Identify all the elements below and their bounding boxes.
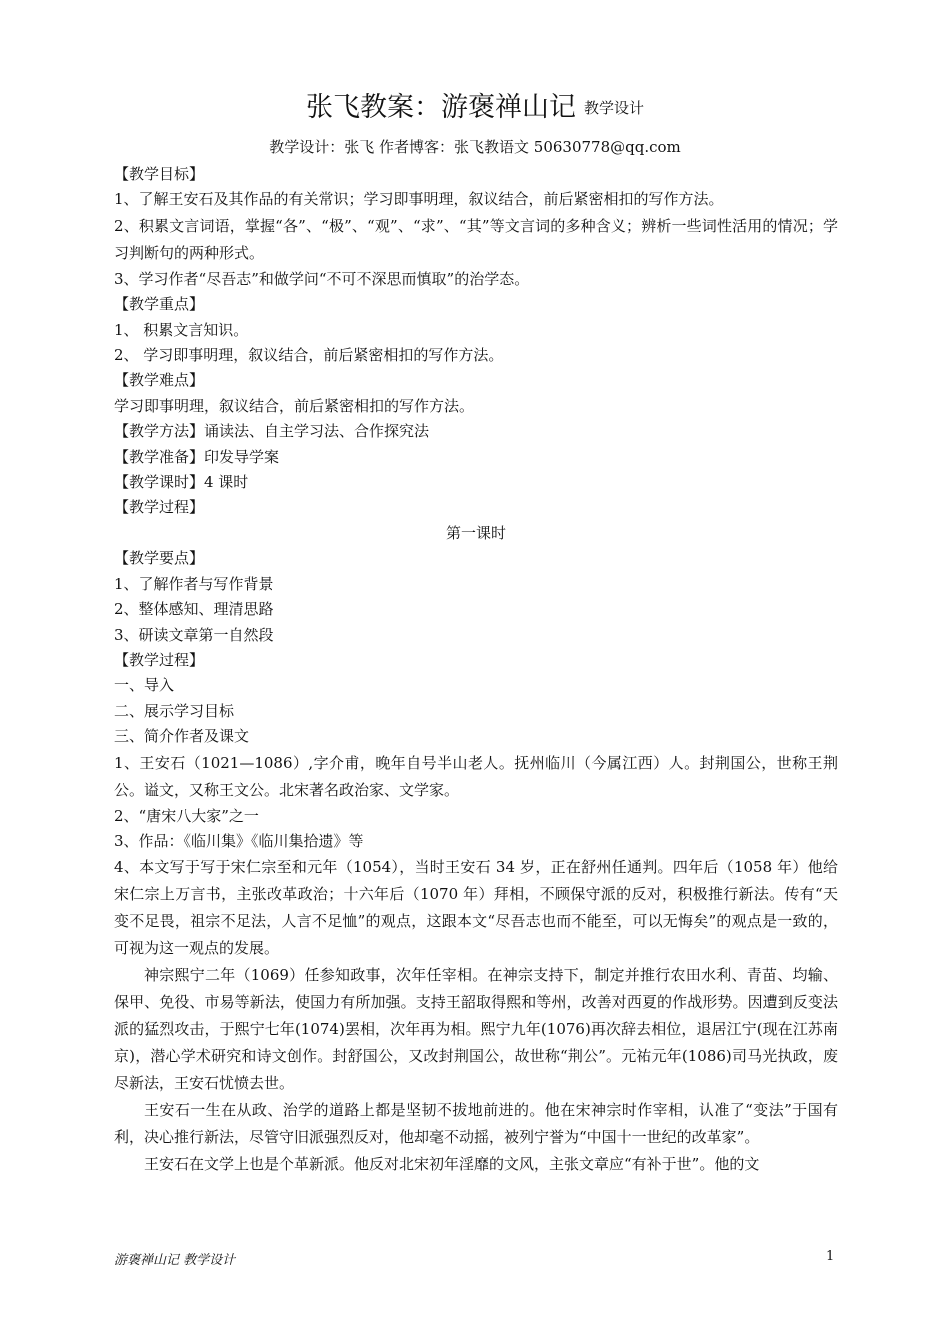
document-body	[114, 162, 838, 1178]
section-heading: 【教学目标】	[114, 165, 205, 183]
list-item: 3、研读文章第一自然段	[114, 625, 274, 644]
paragraph: 神宗熙宁二年（1069）任参知政事，次年任宰相。在神宗支持下，制定并推行农田水利、青苗、均输、保甲、免役、市易等新法，使国力有所加强。支持王韶取得熙和等州，改善对西夏的作战形势。因遭到反变法派的猛烈攻击，于熙宁七年(1074)罢相，次年再为相。熙宁九年(1076)再次辞去相位，退居江宁(现在江苏南京)，潜心学术研究和诗文创作。封舒国公，又改封荆国公，故世称“荆公”。元祐元年(1086)司马光执政，废尽新法，王安石忧愤去世。	[114, 966, 838, 1093]
paragraph: 3、作品：《临川集》《临川集拾遗》等	[114, 831, 364, 850]
paragraph: 2、“唐宋八大家”之一	[114, 806, 259, 825]
section-heading: 【教学方法】诵读法、自主学习法、合作探究法	[114, 422, 430, 441]
list-item: 一、导入	[114, 676, 175, 695]
paragraph: 2、积累文言词语，掌握“各”、“极”、“观”、“求”、“其”等文言词的多种含义；辨析一些词性活用的情况；学习判断句的两种形式。	[114, 216, 838, 262]
section-heading: 【教学过程】	[114, 498, 205, 517]
document-title	[0, 88, 950, 128]
paragraph: 1、了解王安石及其作品的有关常识；学习即事明理，叙议结合，前后紧密相扣的写作方法。	[114, 190, 724, 209]
title-main: 张飞教案：游褒禅山记	[305, 92, 576, 123]
section-heading: 【教学准备】印发导学案	[114, 447, 280, 466]
byline: 教学设计：张飞 作者博客：张飞教语文 50630778@qq.com	[269, 138, 681, 156]
paragraph: 4、本文写于写于宋仁宗至和元年（1054），当时王安石 34 岁，正在舒州任通判。四年后（1058 年）他给宋仁宗上万言书，主张改革政治；十六年后（1070 年）拜相，不顾保守派的反对，积极推行新法。传有“天变不足畏，祖宗不足法，人言不足恤”的观点，这跟本文“尽吾志也而不能至，可以无悔矣”的观点是一致的，可视为这一观点的发展。	[114, 858, 838, 958]
paragraph: 王安石在文学上也是个革新派。他反对北宋初年淫靡的文风，主张文章应“有补于世”。他的文	[144, 1155, 760, 1174]
title-suffix: 教学设计	[583, 99, 644, 117]
section-heading: 【教学要点】	[114, 549, 205, 568]
paragraph: 1、王安石（1021—1086）,字介甫，晚年自号半山老人。抚州临川（今属江西）人。封荆国公，世称王荆公。谥文，又称王文公。北宋著名政治家、文学家。	[114, 753, 838, 799]
list-item: 三、简介作者及课文	[114, 727, 250, 746]
section-heading: 【教学过程】	[114, 650, 205, 669]
list-item: 1、了解作者与写作背景	[114, 574, 274, 593]
section-heading: 【教学难点】	[114, 371, 205, 390]
footer-doc-title: 游褒禅山记 教学设计	[114, 1253, 236, 1268]
page-number: 1	[826, 1249, 835, 1264]
paragraph: 1、 积累文言知识。	[114, 320, 249, 339]
paragraph: 学习即事明理，叙议结合，前后紧密相扣的写作方法。	[114, 396, 475, 415]
list-item: 二、展示学习目标	[114, 701, 235, 720]
lesson-heading: 第一课时	[445, 523, 506, 542]
section-heading: 【教学课时】4 课时	[114, 473, 249, 492]
list-item: 2、整体感知、理清思路	[114, 600, 274, 619]
paragraph: 3、学习作者“尽吾志”和做学问“不可不深思而慎取”的治学态。	[114, 269, 530, 288]
paragraph: 2、 学习即事明理，叙议结合，前后紧密相扣的写作方法。	[114, 346, 504, 365]
paragraph: 王安石一生在从政、治学的道路上都是坚韧不拔地前进的。他在宋神宗时作宰相，认准了“变法”于国有利，决心推行新法，尽管守旧派强烈反对，他却毫不动摇，被列宁誉为“中国十一世纪的改革家”。	[114, 1101, 838, 1147]
section-heading: 【教学重点】	[114, 295, 205, 314]
